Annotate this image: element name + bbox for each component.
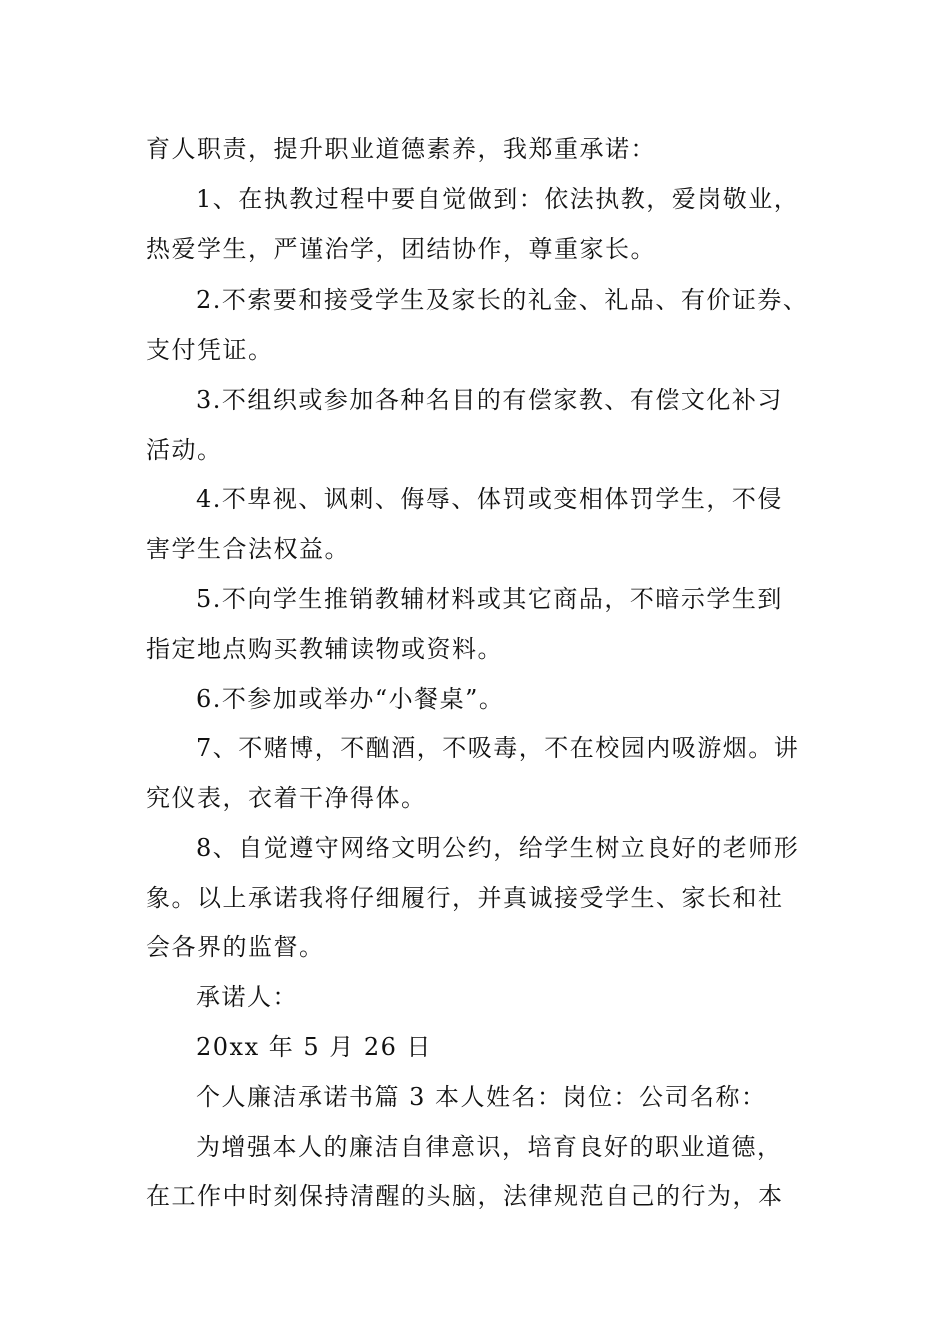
pledge-item-4: 4.不卑视、讽刺、侮辱、体罚或变相体罚学生，不侵 <box>196 485 783 513</box>
pledge-item-7: 7、不赌博，不酗酒，不吸毒，不在校园内吸游烟。讲 <box>196 734 800 762</box>
pledge-item-1: 1、在执教过程中要自觉做到：依法执教，爱岗敬业， <box>196 185 800 213</box>
pledge-item-8-cont-2: 会各界的监督。 <box>146 933 325 961</box>
pledge-item-1-cont: 热爱学生，严谨治学，团结协作，尊重家长。 <box>146 235 656 263</box>
paragraph-line-1: 为增强本人的廉洁自律意识，培育良好的职业道德， <box>196 1133 783 1161</box>
sign-date: 20xx 年 5 月 26 日 <box>196 1033 433 1061</box>
pledge-item-5: 5.不向学生推销教辅材料或其它商品，不暗示学生到 <box>196 585 783 613</box>
pledge-item-4-cont: 害学生合法权益。 <box>146 535 350 563</box>
text-line-1: 育人职责，提升职业道德素养，我郑重承诺： <box>146 135 656 163</box>
pledge-item-8-cont: 象。以上承诺我将仔细履行，并真诚接受学生、家长和社 <box>146 884 784 912</box>
pledge-item-2-cont: 支付凭证。 <box>146 336 274 364</box>
pledge-item-5-cont: 指定地点购买教辅读物或资料。 <box>146 635 503 663</box>
signer-label: 承诺人： <box>196 983 298 1011</box>
pledge-item-8: 8、自觉遵守网络文明公约，给学生树立良好的老师形 <box>196 834 800 862</box>
pledge-item-2: 2.不索要和接受学生及家长的礼金、礼品、有价证券、 <box>196 286 809 314</box>
pledge-item-3-cont: 活动。 <box>146 436 223 464</box>
pledge-item-7-cont: 究仪表，衣着干净得体。 <box>146 784 427 812</box>
section-heading: 个人廉洁承诺书篇 3 本人姓名：岗位：公司名称： <box>196 1083 767 1111</box>
pledge-item-3: 3.不组织或参加各种名目的有偿家教、有偿文化补习 <box>196 386 783 414</box>
pledge-item-6: 6.不参加或举办“小餐桌”。 <box>196 685 505 713</box>
paragraph-line-2: 在工作中时刻保持清醒的头脑，法律规范自己的行为，本 <box>146 1182 784 1210</box>
